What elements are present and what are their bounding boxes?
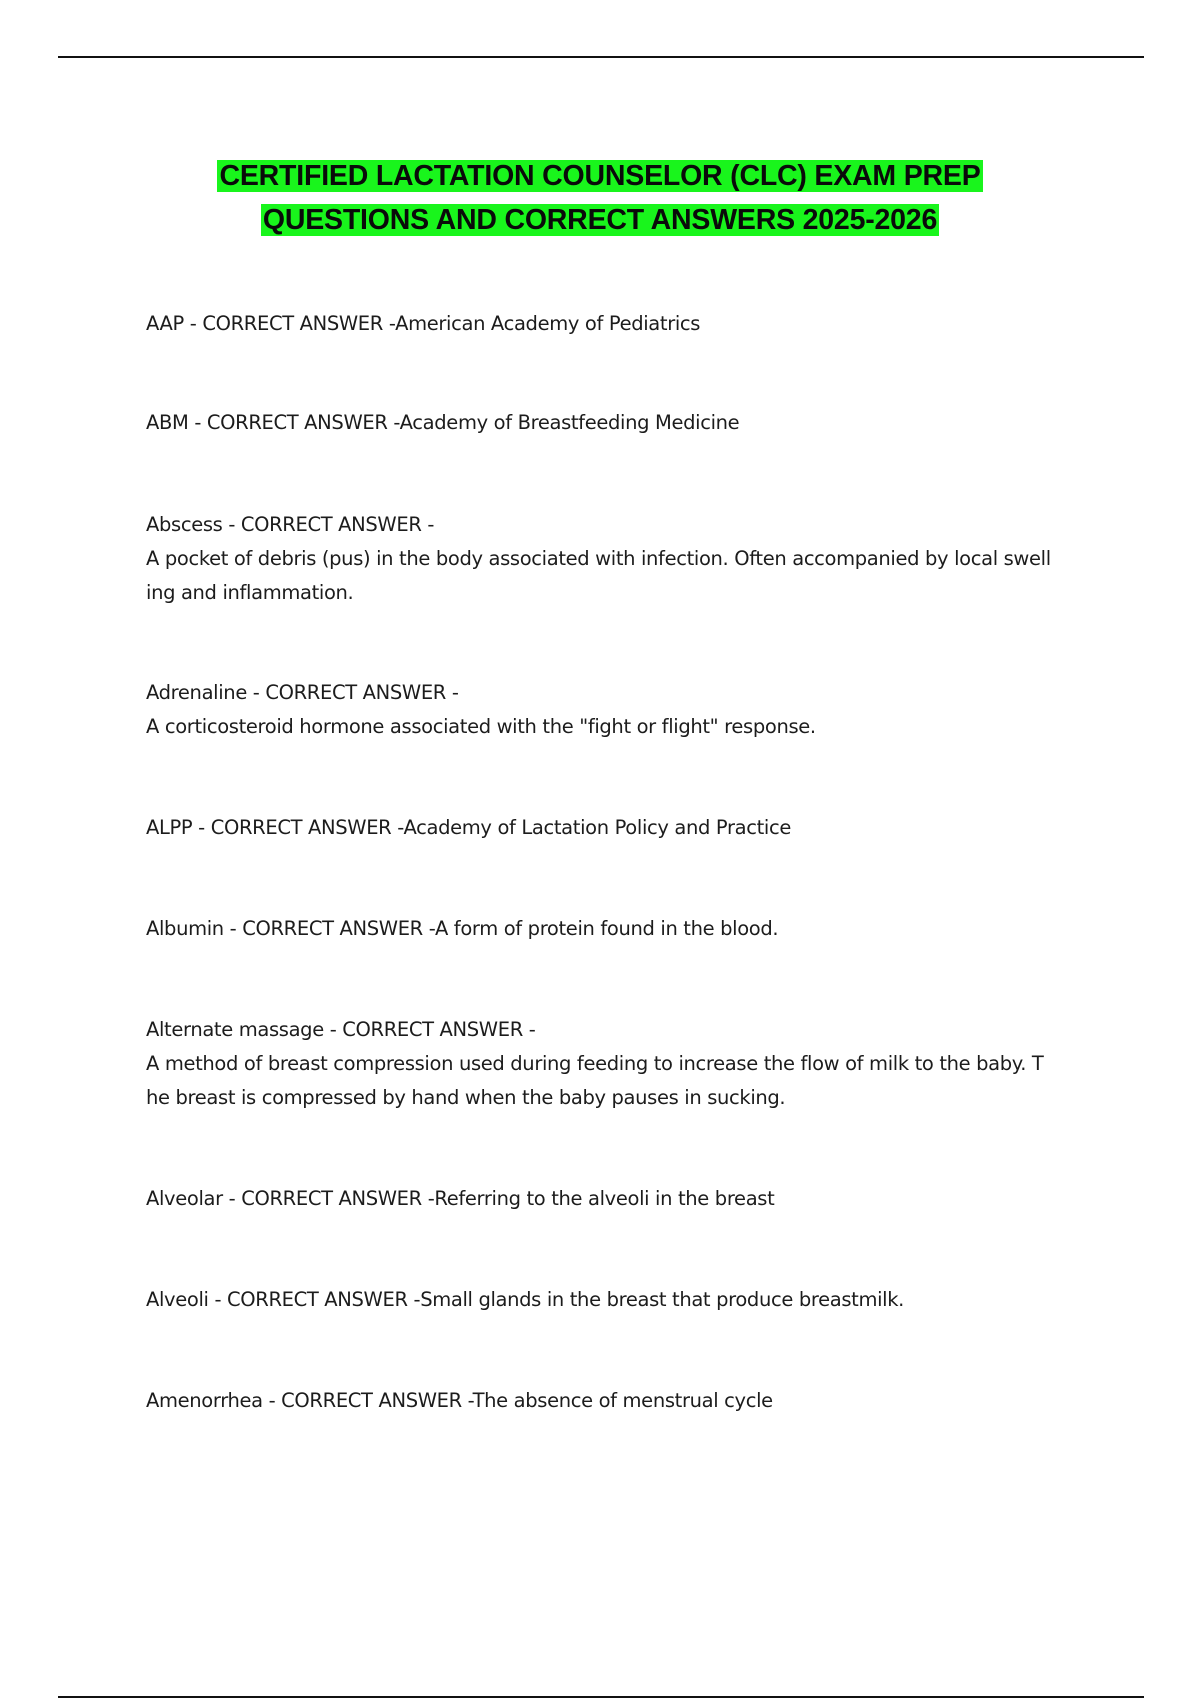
bottom-rule: [58, 1696, 1144, 1698]
qa-entry: [146, 508, 1106, 610]
title-line-1: CERTIFIED LACTATION COUNSELOR (CLC) EXAM PREP: [219, 160, 981, 192]
qa-line: he breast is compressed by hand when the baby pauses in sucking.: [146, 1086, 786, 1109]
qa-line: Albumin - CORRECT ANSWER -A form of protein found in the blood.: [146, 917, 779, 940]
qa-line: Alveolar - CORRECT ANSWER -Referring to the alveoli in the breast: [146, 1187, 775, 1210]
qa-entry: [146, 406, 1106, 440]
qa-line: ABM - CORRECT ANSWER -Academy of Breastfeeding Medicine: [146, 411, 740, 434]
qa-term-line: Alternate massage - CORRECT ANSWER -: [146, 1018, 536, 1041]
title-line-2: QUESTIONS AND CORRECT ANSWERS 2025-2026: [262, 204, 938, 236]
qa-entry: [146, 811, 1106, 845]
qa-term-line: Abscess - CORRECT ANSWER -: [146, 513, 435, 536]
qa-entry: [146, 307, 1106, 341]
qa-entry: [146, 1384, 1106, 1418]
qa-line: ALPP - CORRECT ANSWER -Academy of Lactation Policy and Practice: [146, 816, 791, 839]
qa-line: ing and inflammation.: [146, 581, 354, 604]
qa-term-line: Adrenaline - CORRECT ANSWER -: [146, 681, 459, 704]
qa-entry: [146, 912, 1106, 946]
qa-entry: [146, 1013, 1106, 1115]
qa-entry: [146, 1182, 1106, 1216]
qa-line: Alveoli - CORRECT ANSWER -Small glands in the breast that produce breastmilk.: [146, 1288, 905, 1311]
qa-entry: [146, 676, 1106, 744]
qa-line: AAP - CORRECT ANSWER -American Academy of Pediatrics: [146, 312, 701, 335]
qa-line: A corticosteroid hormone associated with the "fight or flight" response.: [146, 715, 816, 738]
qa-line: A method of breast compression used during feeding to increase the flow of milk to the baby. T: [146, 1052, 1044, 1075]
qa-entry: [146, 1283, 1106, 1317]
qa-line: Amenorrhea - CORRECT ANSWER -The absence of menstrual cycle: [146, 1389, 773, 1412]
qa-line: A pocket of debris (pus) in the body associated with infection. Often accompanied by local swell: [146, 547, 1051, 570]
